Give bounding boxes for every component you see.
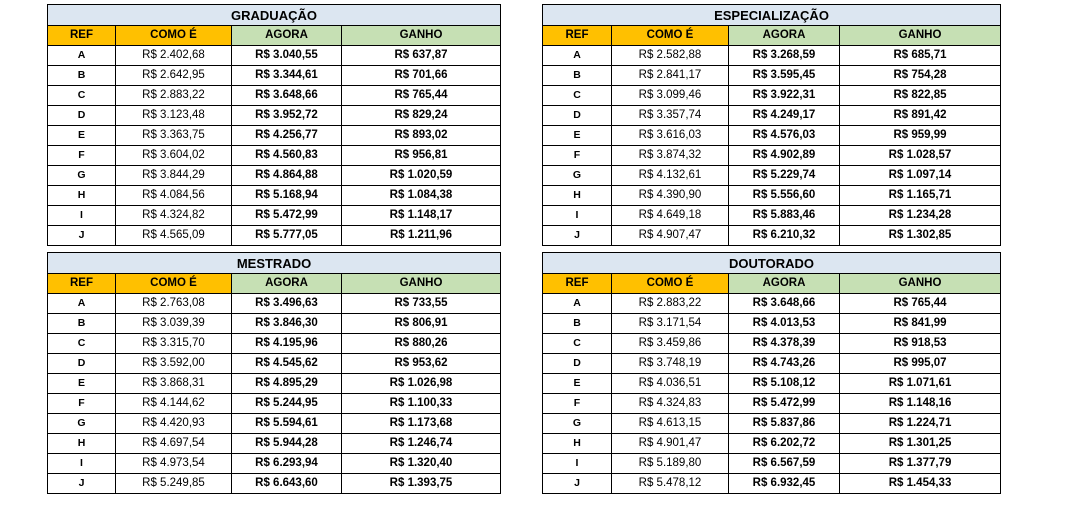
cell-ganho: R$ 1.028,57 bbox=[840, 146, 1001, 166]
column-header-ref: REF bbox=[543, 26, 612, 46]
cell-ref: F bbox=[543, 146, 612, 166]
table-row bbox=[48, 434, 501, 454]
cell-como: R$ 2.402,68 bbox=[116, 46, 232, 66]
table-row bbox=[543, 206, 1001, 226]
cell-ganho: R$ 1.097,14 bbox=[840, 166, 1001, 186]
cell-como: R$ 2.763,08 bbox=[116, 294, 232, 314]
table-row bbox=[543, 474, 1001, 494]
table-row bbox=[48, 394, 501, 414]
cell-agora: R$ 3.595,45 bbox=[729, 66, 840, 86]
cell-ref: J bbox=[48, 226, 116, 246]
column-header-como: COMO É bbox=[612, 26, 729, 46]
cell-ref: C bbox=[48, 334, 116, 354]
cell-agora: R$ 3.648,66 bbox=[729, 294, 840, 314]
cell-ref: J bbox=[48, 474, 116, 494]
table-row bbox=[48, 186, 501, 206]
column-header-ganho: GANHO bbox=[342, 26, 501, 46]
cell-agora: R$ 4.378,39 bbox=[729, 334, 840, 354]
column-header-ganho: GANHO bbox=[840, 274, 1001, 294]
table-row bbox=[48, 294, 501, 314]
cell-ref: D bbox=[48, 354, 116, 374]
table-row bbox=[543, 314, 1001, 334]
cell-agora: R$ 4.560,83 bbox=[232, 146, 342, 166]
cell-como: R$ 4.324,82 bbox=[116, 206, 232, 226]
cell-ganho: R$ 959,99 bbox=[840, 126, 1001, 146]
cell-ganho: R$ 918,53 bbox=[840, 334, 1001, 354]
column-header-como: COMO É bbox=[116, 274, 232, 294]
table-row bbox=[543, 334, 1001, 354]
cell-como: R$ 3.592,00 bbox=[116, 354, 232, 374]
cell-como: R$ 4.084,56 bbox=[116, 186, 232, 206]
cell-como: R$ 4.144,62 bbox=[116, 394, 232, 414]
cell-ref: A bbox=[48, 46, 116, 66]
cell-como: R$ 3.123,48 bbox=[116, 106, 232, 126]
cell-ganho: R$ 1.302,85 bbox=[840, 226, 1001, 246]
table-row bbox=[543, 146, 1001, 166]
salary-table-graduacao bbox=[47, 4, 501, 246]
cell-ganho: R$ 1.020,59 bbox=[342, 166, 501, 186]
cell-agora: R$ 5.556,60 bbox=[729, 186, 840, 206]
cell-ganho: R$ 1.320,40 bbox=[342, 454, 501, 474]
cell-agora: R$ 5.472,99 bbox=[729, 394, 840, 414]
cell-como: R$ 2.883,22 bbox=[612, 294, 729, 314]
cell-agora: R$ 6.210,32 bbox=[729, 226, 840, 246]
table-row bbox=[48, 334, 501, 354]
cell-como: R$ 4.565,09 bbox=[116, 226, 232, 246]
cell-agora: R$ 3.268,59 bbox=[729, 46, 840, 66]
cell-ref: E bbox=[48, 374, 116, 394]
cell-ref: H bbox=[543, 434, 612, 454]
cell-agora: R$ 4.249,17 bbox=[729, 106, 840, 126]
cell-ref: G bbox=[543, 414, 612, 434]
salary-table-doutorado bbox=[542, 252, 1001, 494]
table-row bbox=[543, 106, 1001, 126]
table-row bbox=[543, 454, 1001, 474]
table-row bbox=[48, 354, 501, 374]
cell-ref: E bbox=[543, 374, 612, 394]
column-header-agora: AGORA bbox=[232, 274, 342, 294]
cell-como: R$ 3.357,74 bbox=[612, 106, 729, 126]
cell-agora: R$ 3.922,31 bbox=[729, 86, 840, 106]
cell-como: R$ 2.841,17 bbox=[612, 66, 729, 86]
table-row bbox=[48, 46, 501, 66]
cell-agora: R$ 5.594,61 bbox=[232, 414, 342, 434]
cell-ref: C bbox=[48, 86, 116, 106]
cell-ref: D bbox=[543, 106, 612, 126]
cell-ganho: R$ 822,85 bbox=[840, 86, 1001, 106]
cell-como: R$ 4.613,15 bbox=[612, 414, 729, 434]
column-header-ganho: GANHO bbox=[840, 26, 1001, 46]
salary-table-especializacao bbox=[542, 4, 1001, 246]
table-row bbox=[543, 126, 1001, 146]
column-header-agora: AGORA bbox=[729, 26, 840, 46]
column-header-ref: REF bbox=[48, 274, 116, 294]
cell-ganho: R$ 1.165,71 bbox=[840, 186, 1001, 206]
column-header-agora: AGORA bbox=[232, 26, 342, 46]
cell-como: R$ 3.363,75 bbox=[116, 126, 232, 146]
cell-como: R$ 4.697,54 bbox=[116, 434, 232, 454]
cell-ganho: R$ 1.454,33 bbox=[840, 474, 1001, 494]
cell-como: R$ 4.036,51 bbox=[612, 374, 729, 394]
cell-ref: H bbox=[48, 434, 116, 454]
table-row bbox=[48, 314, 501, 334]
table-row bbox=[48, 106, 501, 126]
cell-agora: R$ 5.168,94 bbox=[232, 186, 342, 206]
table-title: DOUTORADO bbox=[543, 253, 1001, 274]
table-row bbox=[48, 454, 501, 474]
table-row bbox=[543, 434, 1001, 454]
cell-ganho: R$ 1.246,74 bbox=[342, 434, 501, 454]
cell-ganho: R$ 829,24 bbox=[342, 106, 501, 126]
cell-como: R$ 4.649,18 bbox=[612, 206, 729, 226]
cell-ref: E bbox=[543, 126, 612, 146]
cell-ref: F bbox=[543, 394, 612, 414]
cell-ganho: R$ 1.234,28 bbox=[840, 206, 1001, 226]
table-row bbox=[543, 354, 1001, 374]
table-row bbox=[48, 126, 501, 146]
cell-ref: D bbox=[543, 354, 612, 374]
table-row bbox=[543, 166, 1001, 186]
cell-como: R$ 4.901,47 bbox=[612, 434, 729, 454]
cell-ref: B bbox=[543, 314, 612, 334]
cell-agora: R$ 4.545,62 bbox=[232, 354, 342, 374]
cell-ref: E bbox=[48, 126, 116, 146]
cell-ganho: R$ 880,26 bbox=[342, 334, 501, 354]
cell-ref: G bbox=[48, 414, 116, 434]
cell-ganho: R$ 1.148,16 bbox=[840, 394, 1001, 414]
table-row bbox=[48, 374, 501, 394]
cell-como: R$ 3.748,19 bbox=[612, 354, 729, 374]
cell-ganho: R$ 956,81 bbox=[342, 146, 501, 166]
cell-ref: I bbox=[543, 454, 612, 474]
cell-ganho: R$ 891,42 bbox=[840, 106, 1001, 126]
cell-ganho: R$ 637,87 bbox=[342, 46, 501, 66]
cell-ref: F bbox=[48, 394, 116, 414]
cell-ref: I bbox=[48, 206, 116, 226]
cell-agora: R$ 4.902,89 bbox=[729, 146, 840, 166]
cell-agora: R$ 5.777,05 bbox=[232, 226, 342, 246]
cell-ref: A bbox=[48, 294, 116, 314]
table-title: ESPECIALIZAÇÃO bbox=[543, 5, 1001, 26]
cell-agora: R$ 3.648,66 bbox=[232, 86, 342, 106]
cell-como: R$ 3.171,54 bbox=[612, 314, 729, 334]
cell-agora: R$ 6.202,72 bbox=[729, 434, 840, 454]
cell-ref: J bbox=[543, 226, 612, 246]
cell-como: R$ 4.132,61 bbox=[612, 166, 729, 186]
cell-ganho: R$ 953,62 bbox=[342, 354, 501, 374]
cell-agora: R$ 6.932,45 bbox=[729, 474, 840, 494]
column-header-agora: AGORA bbox=[729, 274, 840, 294]
table-row bbox=[543, 414, 1001, 434]
cell-ref: G bbox=[48, 166, 116, 186]
table-row bbox=[543, 186, 1001, 206]
cell-agora: R$ 4.864,88 bbox=[232, 166, 342, 186]
table-title: GRADUAÇÃO bbox=[48, 5, 501, 26]
cell-como: R$ 2.883,22 bbox=[116, 86, 232, 106]
cell-ganho: R$ 701,66 bbox=[342, 66, 501, 86]
cell-agora: R$ 3.952,72 bbox=[232, 106, 342, 126]
table-row bbox=[543, 86, 1001, 106]
column-header-como: COMO É bbox=[612, 274, 729, 294]
cell-ref: C bbox=[543, 334, 612, 354]
cell-ref: B bbox=[543, 66, 612, 86]
cell-agora: R$ 4.576,03 bbox=[729, 126, 840, 146]
cell-agora: R$ 6.293,94 bbox=[232, 454, 342, 474]
cell-como: R$ 4.324,83 bbox=[612, 394, 729, 414]
cell-ganho: R$ 1.393,75 bbox=[342, 474, 501, 494]
cell-como: R$ 2.582,88 bbox=[612, 46, 729, 66]
cell-agora: R$ 3.846,30 bbox=[232, 314, 342, 334]
table-row bbox=[543, 294, 1001, 314]
column-header-ganho: GANHO bbox=[342, 274, 501, 294]
cell-ganho: R$ 1.224,71 bbox=[840, 414, 1001, 434]
table-row bbox=[48, 86, 501, 106]
cell-ref: I bbox=[48, 454, 116, 474]
cell-ganho: R$ 1.084,38 bbox=[342, 186, 501, 206]
cell-ganho: R$ 806,91 bbox=[342, 314, 501, 334]
cell-como: R$ 4.907,47 bbox=[612, 226, 729, 246]
cell-como: R$ 3.604,02 bbox=[116, 146, 232, 166]
cell-como: R$ 4.420,93 bbox=[116, 414, 232, 434]
cell-como: R$ 3.039,39 bbox=[116, 314, 232, 334]
cell-agora: R$ 6.643,60 bbox=[232, 474, 342, 494]
cell-ref: A bbox=[543, 46, 612, 66]
cell-ganho: R$ 1.100,33 bbox=[342, 394, 501, 414]
table-row bbox=[48, 414, 501, 434]
table-row bbox=[543, 46, 1001, 66]
table-title: MESTRADO bbox=[48, 253, 501, 274]
cell-ref: G bbox=[543, 166, 612, 186]
cell-agora: R$ 6.567,59 bbox=[729, 454, 840, 474]
cell-agora: R$ 4.895,29 bbox=[232, 374, 342, 394]
cell-agora: R$ 4.195,96 bbox=[232, 334, 342, 354]
table-row bbox=[543, 394, 1001, 414]
cell-agora: R$ 5.472,99 bbox=[232, 206, 342, 226]
cell-agora: R$ 5.944,28 bbox=[232, 434, 342, 454]
cell-ganho: R$ 1.026,98 bbox=[342, 374, 501, 394]
cell-ganho: R$ 1.301,25 bbox=[840, 434, 1001, 454]
cell-ref: B bbox=[48, 314, 116, 334]
cell-ref: B bbox=[48, 66, 116, 86]
column-header-como: COMO É bbox=[116, 26, 232, 46]
cell-ganho: R$ 1.173,68 bbox=[342, 414, 501, 434]
column-header-ref: REF bbox=[48, 26, 116, 46]
table-row bbox=[543, 226, 1001, 246]
table-row bbox=[48, 206, 501, 226]
cell-ref: F bbox=[48, 146, 116, 166]
cell-ganho: R$ 1.211,96 bbox=[342, 226, 501, 246]
table-row bbox=[48, 146, 501, 166]
cell-como: R$ 5.249,85 bbox=[116, 474, 232, 494]
cell-como: R$ 4.973,54 bbox=[116, 454, 232, 474]
cell-ganho: R$ 733,55 bbox=[342, 294, 501, 314]
table-row bbox=[48, 474, 501, 494]
salary-table-mestrado bbox=[47, 252, 501, 494]
cell-como: R$ 3.874,32 bbox=[612, 146, 729, 166]
cell-ganho: R$ 841,99 bbox=[840, 314, 1001, 334]
cell-ganho: R$ 995,07 bbox=[840, 354, 1001, 374]
cell-agora: R$ 4.013,53 bbox=[729, 314, 840, 334]
cell-ref: C bbox=[543, 86, 612, 106]
cell-como: R$ 3.459,86 bbox=[612, 334, 729, 354]
cell-ganho: R$ 765,44 bbox=[342, 86, 501, 106]
cell-agora: R$ 5.108,12 bbox=[729, 374, 840, 394]
cell-agora: R$ 3.040,55 bbox=[232, 46, 342, 66]
cell-agora: R$ 4.256,77 bbox=[232, 126, 342, 146]
cell-agora: R$ 5.883,46 bbox=[729, 206, 840, 226]
cell-ganho: R$ 1.071,61 bbox=[840, 374, 1001, 394]
cell-como: R$ 4.390,90 bbox=[612, 186, 729, 206]
cell-ganho: R$ 685,71 bbox=[840, 46, 1001, 66]
table-row bbox=[543, 374, 1001, 394]
cell-ganho: R$ 893,02 bbox=[342, 126, 501, 146]
cell-agora: R$ 3.496,63 bbox=[232, 294, 342, 314]
cell-como: R$ 2.642,95 bbox=[116, 66, 232, 86]
cell-ganho: R$ 765,44 bbox=[840, 294, 1001, 314]
cell-como: R$ 3.616,03 bbox=[612, 126, 729, 146]
cell-agora: R$ 5.244,95 bbox=[232, 394, 342, 414]
cell-ganho: R$ 1.377,79 bbox=[840, 454, 1001, 474]
cell-ref: D bbox=[48, 106, 116, 126]
table-row bbox=[543, 66, 1001, 86]
cell-como: R$ 5.189,80 bbox=[612, 454, 729, 474]
table-row bbox=[48, 66, 501, 86]
cell-agora: R$ 5.229,74 bbox=[729, 166, 840, 186]
table-row bbox=[48, 166, 501, 186]
cell-agora: R$ 5.837,86 bbox=[729, 414, 840, 434]
cell-ref: H bbox=[48, 186, 116, 206]
cell-como: R$ 3.315,70 bbox=[116, 334, 232, 354]
cell-ganho: R$ 754,28 bbox=[840, 66, 1001, 86]
cell-agora: R$ 3.344,61 bbox=[232, 66, 342, 86]
column-header-ref: REF bbox=[543, 274, 612, 294]
cell-ganho: R$ 1.148,17 bbox=[342, 206, 501, 226]
cell-ref: A bbox=[543, 294, 612, 314]
cell-ref: H bbox=[543, 186, 612, 206]
cell-como: R$ 3.099,46 bbox=[612, 86, 729, 106]
cell-como: R$ 3.868,31 bbox=[116, 374, 232, 394]
cell-agora: R$ 4.743,26 bbox=[729, 354, 840, 374]
cell-como: R$ 5.478,12 bbox=[612, 474, 729, 494]
cell-como: R$ 3.844,29 bbox=[116, 166, 232, 186]
cell-ref: I bbox=[543, 206, 612, 226]
cell-ref: J bbox=[543, 474, 612, 494]
table-row bbox=[48, 226, 501, 246]
